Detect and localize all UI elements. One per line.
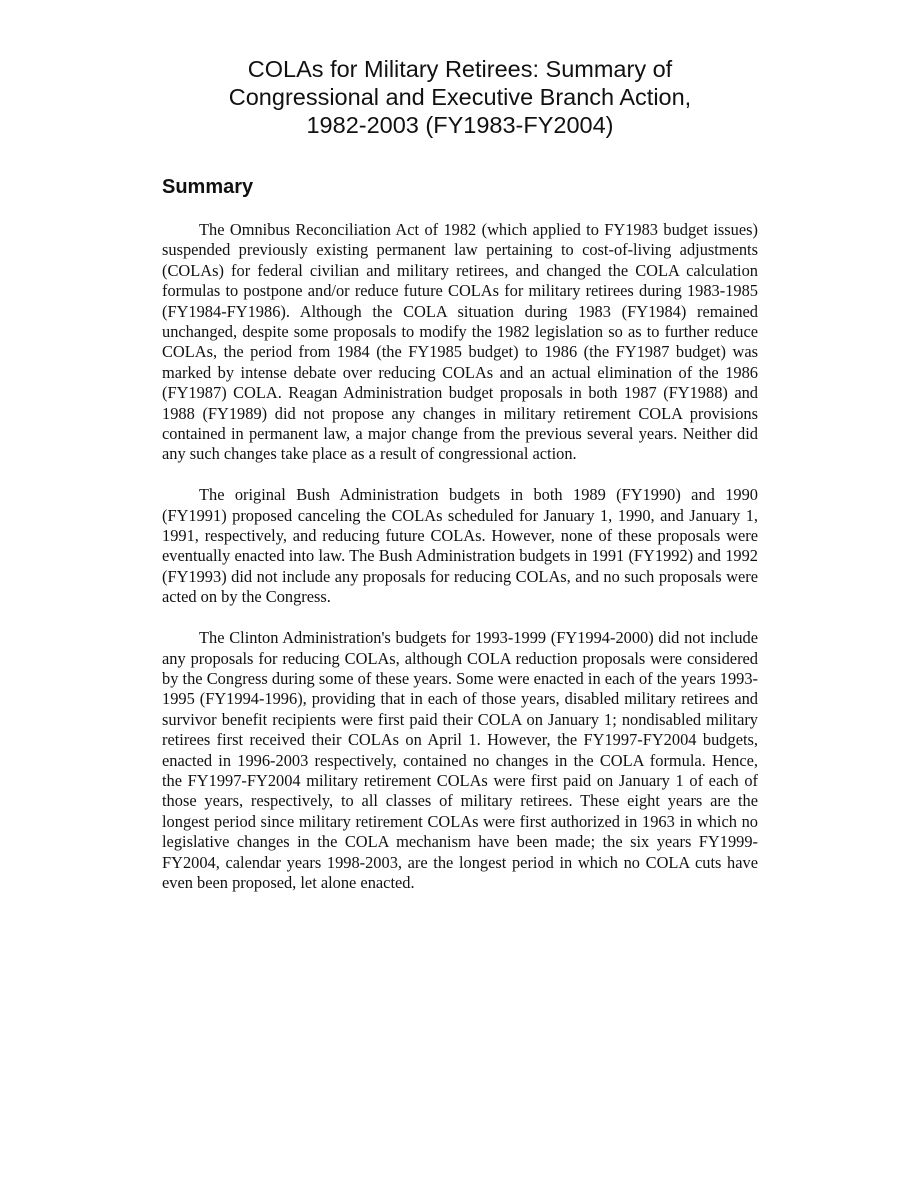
summary-paragraph-3: The Clinton Administration's budgets for 1993-1999 (FY1994-2000) did not include any proposals for reducing COLAs, although COLA reduction proposals were considered by the Congress during some of these years. Some were enacted in each of the years 1993-1995 (FY1994-1996), providing that in each of those years, disabled military retirees and survivor benefit recipients were first paid their COLA on January 1; nondisabled military retirees first received their COLAs on April 1. However, the FY1997-FY2004 budgets, enacted in 1996-2003 respectively, contained no changes in the COLA formula. Hence, the FY1997-FY2004 military retirement COLAs were first paid on January 1 of each of those years, respectively, to all classes of military retirees. These eight years are the longest period since military retirement COLAs were first authorized in 1963 in which no legislative changes in the COLA mechanism have been made; the six years FY1999-FY2004, calendar years 1998-2003, are the longest period in which no COLA cuts have even been proposed, let alone enacted. xyxy=(162,628,758,892)
section-heading-summary: Summary xyxy=(162,176,254,198)
summary-body xyxy=(162,220,758,914)
summary-paragraph-1: The Omnibus Reconciliation Act of 1982 (which applied to FY1983 budget issues) suspended previously existing permanent law pertaining to cost-of-living adjustments (COLAs) for federal civilian and military retirees, and changed the COLA calculation formulas to postpone and/or reduce future COLAs for military retirees during 1983-1985 (FY1984-FY1986). Although the COLA situation during 1983 (FY1984) remained unchanged, despite some proposals to modify the 1982 legislation so as to further reduce COLAs, the period from 1984 (the FY1985 budget) to 1986 (the FY1987 budget) was marked by intense debate over reducing COLAs and an actual elimination of the 1986 (FY1987) COLA. Reagan Administration budget proposals in both 1987 (FY1988) and 1988 (FY1989) did not propose any changes in military retirement COLA provisions contained in permanent law, a major change from the previous several years. Neither did any such changes take place as a result of congressional action. xyxy=(162,220,758,464)
summary-paragraph-2: The original Bush Administration budgets in both 1989 (FY1990) and 1990 (FY1991) proposed canceling the COLAs scheduled for January 1, 1990, and January 1, 1991, respectively, and reducing future COLAs. However, none of these proposals were eventually enacted into law. The Bush Administration budgets in 1991 (FY1992) and 1992 (FY1993) did not include any proposals for reducing COLAs, and no such proposals were acted on by the Congress. xyxy=(162,485,758,607)
document-title-line-3: 1982-2003 (FY1983-FY2004) xyxy=(306,112,614,138)
document-title-line-1: COLAs for Military Retirees: Summary of xyxy=(247,56,673,82)
document-title xyxy=(140,55,780,139)
document-title-line-2: Congressional and Executive Branch Action, xyxy=(228,84,692,110)
